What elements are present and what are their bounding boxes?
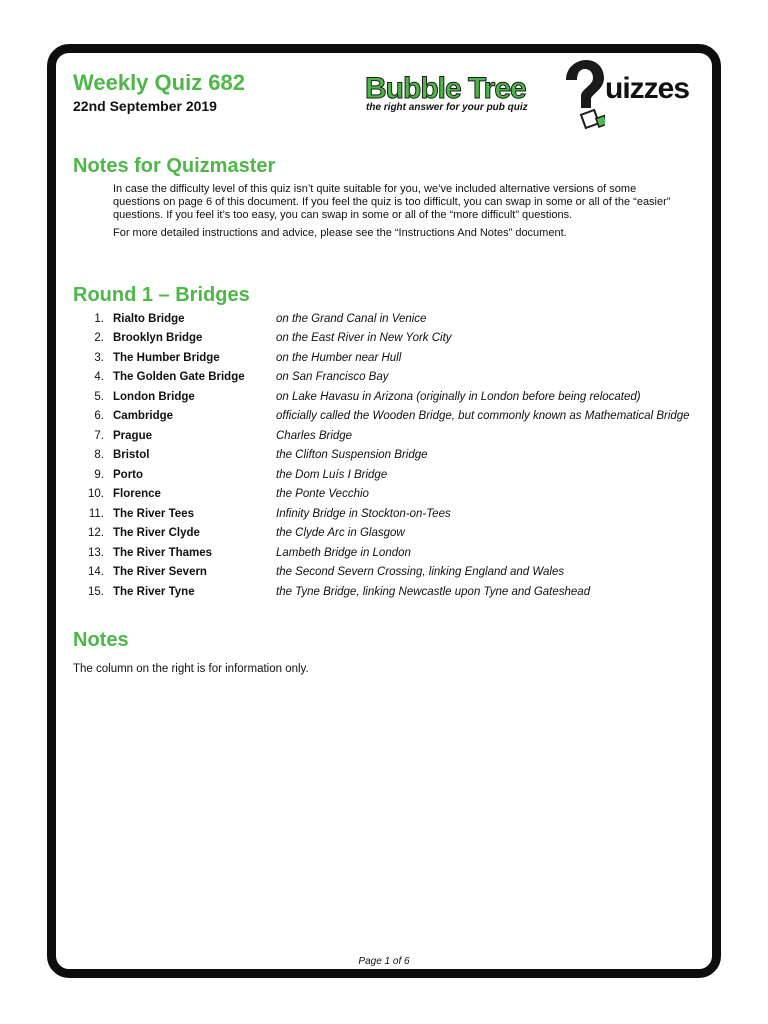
answer-info: officially called the Wooden Bridge, but commonly known as Mathematical Bridge [276,410,690,423]
answer-number: 15. [88,585,104,598]
answer-row [73,465,713,485]
quiz-date: 22nd September 2019 [73,98,217,114]
answer-row [73,582,713,602]
answer-number: 2. [94,332,104,345]
answer-text: Prague [113,429,152,442]
answer-row [73,426,713,446]
answer-number: 5. [94,390,104,403]
logo-suffix-text: uizzes [605,72,690,105]
answer-text: The River Tees [113,507,194,520]
answer-text: The River Tyne [113,585,195,598]
answer-number: 1. [94,312,104,325]
notes-text: The column on the right is for information only. [73,663,309,675]
answer-text: London Bridge [113,390,195,403]
answer-number: 3. [94,351,104,364]
answer-number: 11. [88,507,104,520]
answer-row [73,368,713,388]
answer-row [73,563,713,583]
answer-row [73,348,713,368]
round-heading: Round 1 – Bridges [73,284,250,306]
answer-row [73,504,713,524]
answer-info: the Clyde Arc in Glasgow [276,527,405,540]
answer-number: 12. [88,527,104,540]
answer-list [73,309,713,602]
answer-number: 14. [88,566,104,579]
answer-info: on the East River in New York City [276,332,452,345]
notes-paragraph: For more detailed instructions and advice, please see the “Instructions And Notes” document. [113,227,567,239]
notes-paragraph: In case the difficulty level of this quiz isn’t quite suitable for you, we’ve included alternative versions of some questions on page 6 of this document. If you feel the quiz is too difficult, you can swap in some or all of the “easier” questions. If you feel it’s too easy, you can swap in some or all of the “more difficult” questions. [113,183,671,221]
answer-text: The Humber Bridge [113,351,220,364]
answer-info: the Second Severn Crossing, linking England and Wales [276,566,565,579]
logo-tagline: the right answer for your pub quiz [366,102,528,113]
answer-number: 7. [94,429,104,442]
answer-number: 8. [94,449,104,462]
notes-quizmaster-heading: Notes for Quizmaster [73,155,276,177]
logo-brand-text: Bubble Tree [365,72,526,105]
answer-info: on Lake Havasu in Arizona (originally in London before being relocated) [276,390,641,403]
answer-text: The River Clyde [113,527,200,540]
answer-text: Rialto Bridge [113,312,185,325]
answer-row [73,309,713,329]
answer-text: Bristol [113,449,150,462]
answer-text: Florence [113,488,161,501]
answer-info: Lambeth Bridge in London [276,546,411,559]
answer-text: The Golden Gate Bridge [113,371,245,384]
answer-row [73,485,713,505]
answer-row [73,387,713,407]
answer-row [73,524,713,544]
answer-info: the Ponte Vecchio [276,488,369,501]
answer-info: the Clifton Suspension Bridge [276,449,428,462]
answer-text: Cambridge [113,410,174,423]
answer-row [73,543,713,563]
answer-text: Brooklyn Bridge [113,332,203,345]
answer-text: The River Severn [113,566,207,579]
notes-heading: Notes [73,629,129,651]
bubble-tree-quizzes-logo [365,58,710,140]
answer-info: on the Humber near Hull [276,351,402,364]
answer-info: on the Grand Canal in Venice [276,312,427,325]
answer-text: Porto [113,468,144,481]
answer-number: 6. [94,410,104,423]
answer-text: The River Thames [113,546,213,559]
page-number: Page 1 of 6 [358,956,410,967]
answer-row [73,446,713,466]
answer-info: Charles Bridge [276,429,353,442]
answer-row [73,407,713,427]
question-mark-logo-icon [561,60,605,136]
answer-info: on San Francisco Bay [276,371,389,384]
answer-number: 9. [94,468,104,481]
notes-quizmaster-body [113,183,673,245]
quiz-title: Weekly Quiz 682 [73,70,246,95]
answer-row [73,329,713,349]
answer-info: the Dom Luís I Bridge [276,468,388,481]
answer-number: 10. [88,488,104,501]
answer-number: 13. [88,546,104,559]
answer-number: 4. [94,371,104,384]
answer-info: Infinity Bridge in Stockton-on-Tees [276,507,451,520]
answer-info: the Tyne Bridge, linking Newcastle upon Tyne and Gateshead [276,585,591,598]
